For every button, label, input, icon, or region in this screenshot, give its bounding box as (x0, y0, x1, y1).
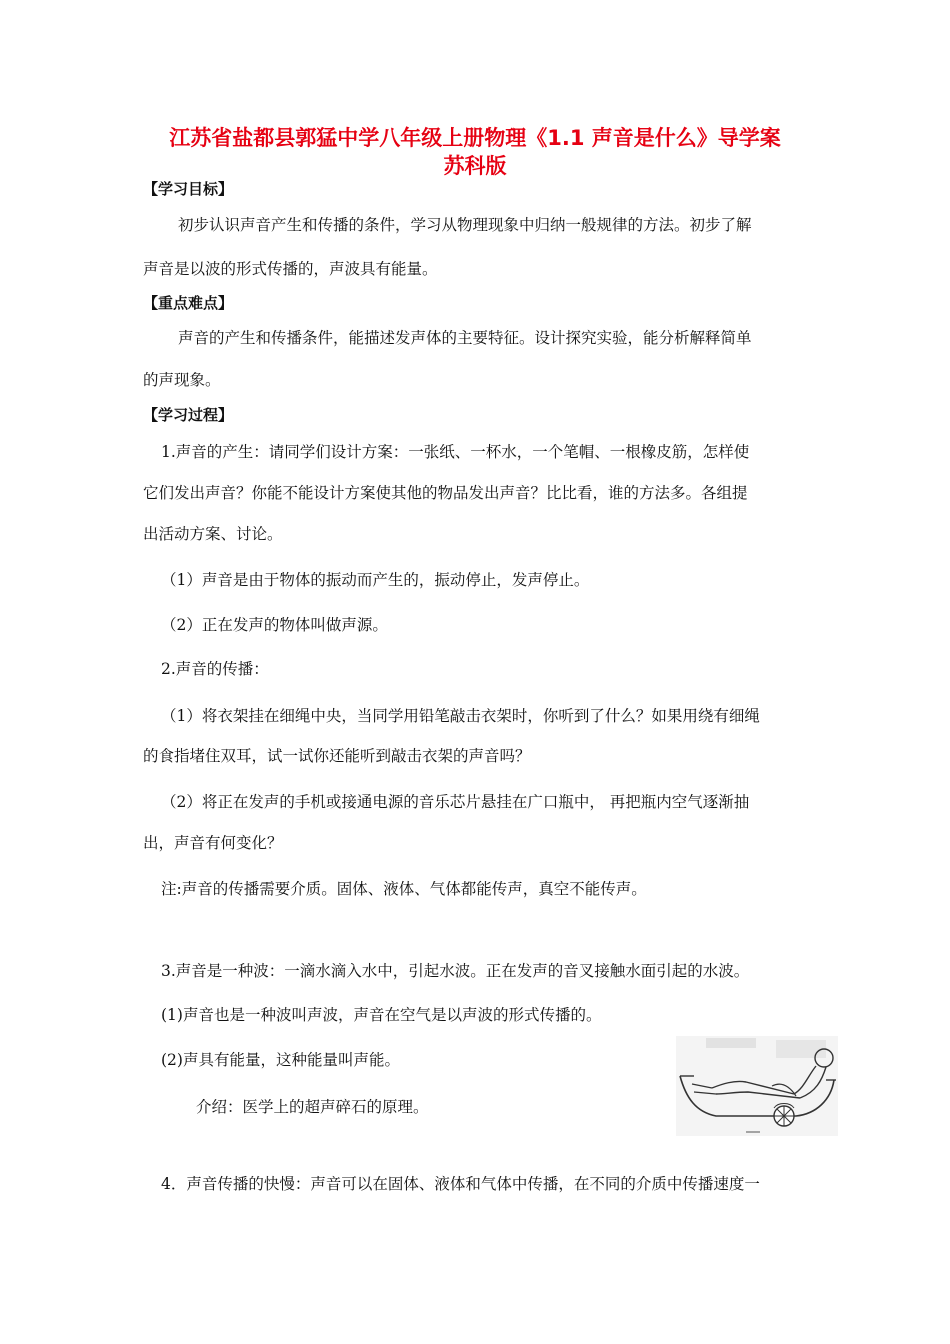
process-text-line: 介绍：医学上的超声碎石的原理。 (196, 1098, 429, 1116)
process-text-line: 出活动方案、讨论。 (143, 525, 283, 543)
process-text-line: 3.声音是一种波：一滴水滴入水中，引起水波。正在发声的音叉接触水面引起的水波。 (161, 962, 750, 980)
ultrasonic-lithotripsy-illustration (676, 1036, 838, 1136)
process-text-line: （2）将正在发声的手机或接通电源的音乐芯片悬挂在广口瓶中， 再把瓶内空气逐渐抽 (161, 793, 750, 811)
process-text-line: (2)声具有能量，这种能量叫声能。 (161, 1051, 400, 1069)
objectives-text-line: 声音是以波的形式传播的，声波具有能量。 (143, 260, 438, 278)
process-text-line: 它们发出声音？你能不能设计方案使其他的物品发出声音？比比看，谁的方法多。各组提 (143, 484, 748, 502)
process-note-line: 注:声音的传播需要介质。固体、液体、气体都能传声，真空不能传声。 (161, 880, 647, 898)
document-title: 江苏省盐都县郭猛中学八年级上册物理《1.1 声音是什么》导学案 (169, 126, 781, 150)
key-points-text-line: 声音的产生和传播条件，能描述发声体的主要特征。设计探究实验，能分析解释简单 (178, 329, 752, 347)
process-text-line: 4．声音传播的快慢：声音可以在固体、液体和气体中传播，在不同的介质中传播速度一 (161, 1175, 760, 1193)
objectives-heading: 【学习目标】 (143, 180, 234, 198)
key-points-text-line: 的声现象。 (143, 371, 221, 389)
objectives-text-line: 初步认识声音产生和传播的条件，学习从物理现象中归纳一般规律的方法。初步了解 (178, 216, 752, 234)
process-text-line: (1)声音也是一种波叫声波，声音在空气是以声波的形式传播的。 (161, 1006, 602, 1024)
process-text-line: （1）将衣架挂在细绳中央，当同学用铅笔敲击衣架时，你听到了什么？如果用绕有细绳 (161, 707, 760, 725)
process-text-line: （1）声音是由于物体的振动而产生的，振动停止，发声停止。 (161, 571, 590, 589)
process-text-line: （2）正在发声的物体叫做声源。 (161, 616, 388, 634)
document-subtitle: 苏科版 (443, 154, 507, 178)
process-text-line: 2.声音的传播： (161, 660, 269, 678)
process-text-line: 出，声音有何变化？ (143, 834, 283, 852)
process-heading: 【学习过程】 (143, 406, 234, 424)
process-text-line: 1.声音的产生：请同学们设计方案：一张纸、一杯水，一个笔帽、一根橡皮筋，怎样使 (161, 443, 750, 461)
key-points-heading: 【重点难点】 (143, 294, 234, 312)
process-text-line: 的食指堵住双耳，试一试你还能听到敲击衣架的声音吗？ (143, 747, 531, 765)
